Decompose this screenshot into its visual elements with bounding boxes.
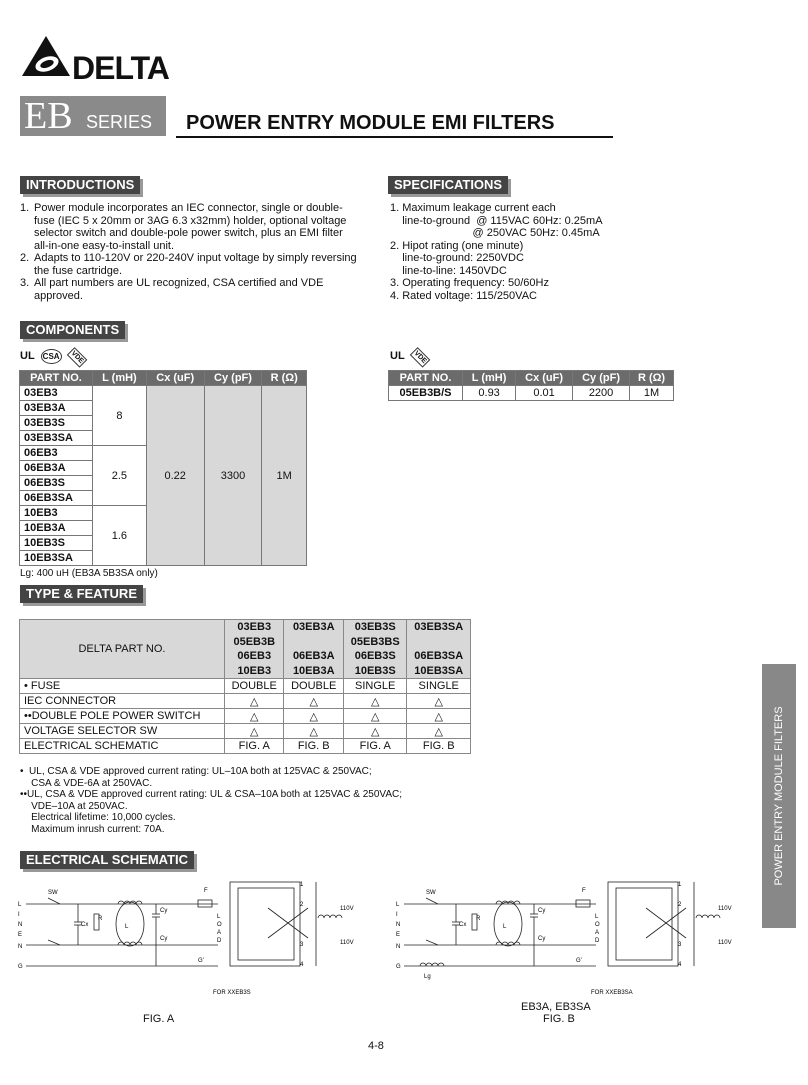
schematic-heading: ELECTRICAL SCHEMATIC bbox=[20, 851, 194, 869]
choke-coil-icon bbox=[496, 942, 520, 945]
feature-value: SINGLE bbox=[343, 679, 407, 694]
part-column-header bbox=[225, 620, 284, 679]
choke-coil-icon bbox=[118, 942, 142, 945]
voltage-label-top: 110V bbox=[340, 906, 354, 912]
schematic-fig-a bbox=[18, 878, 358, 1000]
cx-label: Cx bbox=[459, 922, 467, 928]
switch-blade bbox=[426, 898, 438, 904]
line-label-i: I bbox=[396, 912, 398, 918]
load-label: A bbox=[217, 930, 222, 936]
line-label-e: E bbox=[18, 932, 23, 938]
cert-vde-icon: VDE bbox=[66, 347, 87, 368]
feature-value: FIG. B bbox=[407, 739, 471, 754]
fig-a-caption: FIG. A bbox=[143, 1013, 175, 1025]
part-number-cell: 10EB3 bbox=[20, 506, 93, 521]
feature-value: △ bbox=[225, 724, 284, 739]
fuse-icon bbox=[198, 900, 212, 907]
selector-note: FOR XXEB3S bbox=[213, 990, 251, 996]
spec-line: 2. Hipot rating (one minute) bbox=[390, 239, 524, 252]
series-main: EB bbox=[24, 95, 73, 137]
feature-heading: TYPE & FEATURE bbox=[20, 585, 143, 603]
feature-value: △ bbox=[407, 724, 471, 739]
cy-label-top: Cy bbox=[160, 908, 168, 914]
feature-value: FIG. B bbox=[284, 739, 343, 754]
cx-cell: 0.22 bbox=[146, 386, 204, 566]
part-column-header bbox=[407, 620, 471, 679]
series-sub: SERIES bbox=[86, 112, 153, 132]
components-header-cell: PART NO. bbox=[20, 371, 93, 386]
part-number: 06EB3SA bbox=[414, 650, 464, 662]
feature-note: ••UL, CSA & VDE approved current rating: UL & CSA–10A both at 125VAC & 250VAC; bbox=[20, 789, 403, 800]
switch-label: SW bbox=[48, 890, 58, 896]
line-label-n: N bbox=[18, 922, 23, 928]
load-label: O bbox=[595, 922, 600, 928]
table-row bbox=[20, 679, 471, 694]
ground-label: G bbox=[396, 964, 401, 970]
switch-blade bbox=[48, 940, 60, 945]
feature-value: △ bbox=[407, 709, 471, 724]
page-number: 4-8 bbox=[368, 1040, 384, 1052]
inductor-label: L bbox=[125, 924, 129, 930]
table-row bbox=[20, 694, 471, 709]
feature-note: CSA & VDE-6A at 250VAC. bbox=[20, 777, 153, 789]
components-header-cell: L (mH) bbox=[93, 371, 147, 386]
neutral-label: N bbox=[18, 944, 23, 950]
part-number-cell: 10EB3S bbox=[20, 536, 93, 551]
part-number-cell: 03EB3 bbox=[20, 386, 93, 401]
pin-label: 2 bbox=[678, 902, 682, 908]
feature-value: △ bbox=[343, 694, 407, 709]
spec-line: @ 250VAC 50Hz: 0.45mA bbox=[390, 227, 600, 239]
part-number-cell: 06EB3SA bbox=[20, 491, 93, 506]
feature-label: ELECTRICAL SCHEMATIC bbox=[20, 739, 225, 754]
part-number-cell: 03EB3SA bbox=[20, 431, 93, 446]
transformer-coil-icon bbox=[318, 915, 342, 918]
inductance-cell: 8 bbox=[93, 386, 147, 446]
feature-value: △ bbox=[407, 694, 471, 709]
delta-logo-icon bbox=[20, 34, 72, 78]
component-value-cell: 0.01 bbox=[516, 386, 573, 401]
part-number: 05EB3BS bbox=[350, 635, 400, 648]
components-header-cell: R (Ω) bbox=[262, 371, 307, 386]
intro-item-text: Power module incorporates an IEC connector, single or double-fuse (IEC 5 x 20mm or 3AG 6.3 x32mm) holder, optional voltage selector switch and double-pole power switch, plus an EMI filter all-in-one easy-to-install unit. bbox=[34, 202, 347, 252]
components-header-cell: PART NO. bbox=[389, 371, 463, 386]
feature-value: △ bbox=[284, 724, 343, 739]
spec-line: 4. Rated voltage: 115/250VAC bbox=[390, 289, 537, 302]
feature-value: △ bbox=[284, 709, 343, 724]
table-row bbox=[20, 739, 471, 754]
voltage-label-bottom: 110V bbox=[340, 940, 354, 946]
pin-label: 1 bbox=[678, 882, 682, 888]
components-header-cell: R (Ω) bbox=[630, 371, 674, 386]
r-cell: 1M bbox=[262, 386, 307, 566]
intro-item-text: Adapts to 110-120V or 220-240V input voltage by simply reversing the fuse cartridge. bbox=[34, 252, 357, 277]
lg-label: Lg bbox=[424, 974, 431, 980]
fuse-icon bbox=[576, 900, 590, 907]
title-underline bbox=[176, 136, 613, 138]
cert-logos-left bbox=[20, 346, 92, 364]
part-number bbox=[288, 635, 338, 650]
ground-prime-label: G' bbox=[198, 958, 204, 964]
part-number-cell: 06EB3 bbox=[20, 446, 93, 461]
component-value-cell: 05EB3B/S bbox=[389, 386, 463, 401]
spec-line: line-to-ground @ 115VAC 60Hz: 0.25mA bbox=[390, 214, 603, 227]
feature-label: VOLTAGE SELECTOR SW bbox=[20, 724, 225, 739]
component-value-cell: 2200 bbox=[573, 386, 630, 401]
feature-value: DOUBLE bbox=[225, 679, 284, 694]
spec-line: 1. Maximum leakage current each bbox=[390, 202, 556, 214]
feature-notes bbox=[20, 766, 402, 835]
components-header-cell: Cx (uF) bbox=[146, 371, 204, 386]
part-number-cell: 10EB3SA bbox=[20, 551, 93, 566]
intro-item bbox=[20, 252, 360, 277]
intro-item-number: 2. bbox=[20, 252, 30, 264]
part-number: 06EB3A bbox=[292, 650, 335, 662]
line-label-n: N bbox=[396, 922, 401, 928]
part-number: 05EB3B bbox=[233, 635, 276, 648]
cert-vde-icon: VDE bbox=[409, 347, 430, 368]
load-label: O bbox=[217, 922, 222, 928]
line-label-l: L bbox=[396, 902, 400, 908]
page-title: POWER ENTRY MODULE EMI FILTERS bbox=[186, 112, 555, 134]
feature-note: • UL, CSA & VDE approved current rating: UL–10A both at 125VAC & 250VAC; bbox=[20, 766, 372, 777]
inductor-label: L bbox=[503, 924, 507, 930]
intro-item bbox=[20, 277, 360, 302]
feature-value: △ bbox=[225, 694, 284, 709]
selector-note: FOR XXEB3SA bbox=[591, 990, 633, 996]
intro-item bbox=[20, 202, 360, 252]
load-label: L bbox=[595, 914, 599, 920]
spec-line: line-to-line: 1450VDC bbox=[390, 264, 507, 277]
feature-value: △ bbox=[225, 709, 284, 724]
cert-ul-icon: UL bbox=[390, 350, 405, 362]
feature-value: △ bbox=[343, 724, 407, 739]
part-number: 10EB3SA bbox=[414, 664, 464, 677]
feature-note: Electrical lifetime: 10,000 cycles. bbox=[20, 812, 176, 823]
voltage-label-bottom: 110V bbox=[718, 940, 732, 946]
inductance-cell: 2.5 bbox=[93, 446, 147, 506]
voltage-label-top: 110V bbox=[718, 906, 732, 912]
components-header-cell: Cx (uF) bbox=[516, 371, 573, 386]
components-table bbox=[19, 370, 307, 566]
feature-note: VDE–10A at 250VAC. bbox=[20, 800, 128, 812]
feature-value: △ bbox=[343, 709, 407, 724]
components-note: Lg: 400 uH (EB3A 5B3SA only) bbox=[20, 568, 158, 579]
pin-label: 4 bbox=[678, 962, 682, 968]
ground-prime-label: G' bbox=[576, 958, 582, 964]
r-label: R bbox=[98, 916, 103, 922]
feature-value: DOUBLE bbox=[284, 679, 343, 694]
components-header-cell: L (mH) bbox=[463, 371, 516, 386]
brand-name: DELTA bbox=[72, 50, 169, 86]
intro-item-text: All part numbers are UL recognized, CSA certified and VDE approved. bbox=[34, 277, 324, 302]
part-number-cell: 03EB3A bbox=[20, 401, 93, 416]
part-number: 03EB3S bbox=[354, 621, 396, 633]
choke-core-icon bbox=[494, 902, 522, 946]
components-header-cell: Cy (pF) bbox=[204, 371, 262, 386]
cert-logos-right bbox=[390, 346, 435, 364]
table-row bbox=[20, 724, 471, 739]
feature-note: Maximum inrush current: 70A. bbox=[20, 823, 165, 835]
intro-heading: INTRODUCTIONS bbox=[20, 176, 140, 194]
fig-b-subcaption: EB3A, EB3SA bbox=[521, 1001, 591, 1013]
part-number: 10EB3A bbox=[292, 664, 335, 677]
part-number: 03EB3A bbox=[292, 621, 335, 633]
choke-coil-icon bbox=[496, 901, 520, 904]
schematic-fig-b bbox=[396, 878, 736, 1000]
part-number: 10EB3 bbox=[237, 664, 272, 677]
components-table-right bbox=[388, 370, 674, 401]
part-number bbox=[411, 635, 466, 650]
part-number: 03EB3SA bbox=[414, 621, 464, 633]
selector-inner-box bbox=[238, 888, 294, 960]
cy-label-top: Cy bbox=[538, 908, 546, 914]
pin-label: 4 bbox=[300, 962, 304, 968]
transformer-coil-icon bbox=[696, 915, 720, 918]
part-column-header bbox=[343, 620, 407, 679]
line-label-e: E bbox=[396, 932, 401, 938]
part-number: 03EB3 bbox=[237, 621, 272, 633]
fig-b-caption: FIG. B bbox=[543, 1013, 575, 1025]
components-header-cell: Cy (pF) bbox=[573, 371, 630, 386]
cy-label-bottom: Cy bbox=[538, 936, 546, 942]
part-number-cell: 06EB3A bbox=[20, 461, 93, 476]
feature-label: ••DOUBLE POLE POWER SWITCH bbox=[20, 709, 225, 724]
cy-label-bottom: Cy bbox=[160, 936, 168, 942]
part-number: 06EB3S bbox=[354, 650, 396, 662]
feature-value: FIG. A bbox=[225, 739, 284, 754]
spec-line: 3. Operating frequency: 50/60Hz bbox=[390, 277, 549, 289]
line-label-l: L bbox=[18, 902, 22, 908]
load-label: L bbox=[217, 914, 221, 920]
part-number-cell: 03EB3S bbox=[20, 416, 93, 431]
cert-csa-icon: CSA bbox=[41, 349, 62, 364]
fuse-label: F bbox=[204, 888, 208, 894]
neutral-label: N bbox=[396, 944, 401, 950]
feature-value: △ bbox=[284, 694, 343, 709]
part-number-cell: 10EB3A bbox=[20, 521, 93, 536]
feature-table bbox=[19, 619, 471, 754]
r-label: R bbox=[476, 916, 481, 922]
choke-core-icon bbox=[116, 902, 144, 946]
part-number: 10EB3S bbox=[354, 664, 396, 677]
table-row bbox=[20, 386, 307, 401]
inductance-cell: 1.6 bbox=[93, 506, 147, 566]
switch-blade bbox=[426, 940, 438, 945]
component-value-cell: 1M bbox=[630, 386, 674, 401]
specs-heading: SPECIFICATIONS bbox=[388, 176, 508, 194]
components-heading: COMPONENTS bbox=[20, 321, 125, 339]
pin-label: 3 bbox=[300, 942, 304, 948]
part-column-header bbox=[284, 620, 343, 679]
intro-item-number: 1. bbox=[20, 202, 30, 214]
switch-label: SW bbox=[426, 890, 436, 896]
pin-label: 3 bbox=[678, 942, 682, 948]
specs-list bbox=[390, 202, 603, 302]
component-value-cell: 0.93 bbox=[463, 386, 516, 401]
load-label: A bbox=[595, 930, 600, 936]
part-number-label: DELTA PART NO. bbox=[20, 620, 225, 679]
load-label: D bbox=[217, 938, 222, 944]
line-label-i: I bbox=[18, 912, 20, 918]
side-tab-label: POWER ENTRY MODULE FILTERS bbox=[773, 706, 785, 886]
part-number: 06EB3 bbox=[237, 650, 272, 662]
selector-inner-box bbox=[616, 888, 672, 960]
fuse-label: F bbox=[582, 888, 586, 894]
feature-label: • FUSE bbox=[20, 679, 225, 694]
load-label: D bbox=[595, 938, 600, 944]
intro-item-number: 3. bbox=[20, 277, 30, 289]
spec-line: line-to-ground: 2250VDC bbox=[390, 252, 524, 264]
lg-coil-icon bbox=[420, 963, 444, 966]
table-row bbox=[20, 709, 471, 724]
cert-ul-icon: UL bbox=[20, 350, 35, 362]
feature-label: IEC CONNECTOR bbox=[20, 694, 225, 709]
switch-blade bbox=[48, 898, 60, 904]
choke-coil-icon bbox=[118, 901, 142, 904]
pin-label: 2 bbox=[300, 902, 304, 908]
part-number-cell: 06EB3S bbox=[20, 476, 93, 491]
cx-label: Cx bbox=[81, 922, 89, 928]
intro-list bbox=[20, 202, 360, 302]
feature-value: SINGLE bbox=[407, 679, 471, 694]
pin-label: 1 bbox=[300, 882, 304, 888]
cy-cell: 3300 bbox=[204, 386, 262, 566]
ground-label: G bbox=[18, 964, 23, 970]
feature-value: FIG. A bbox=[343, 739, 407, 754]
